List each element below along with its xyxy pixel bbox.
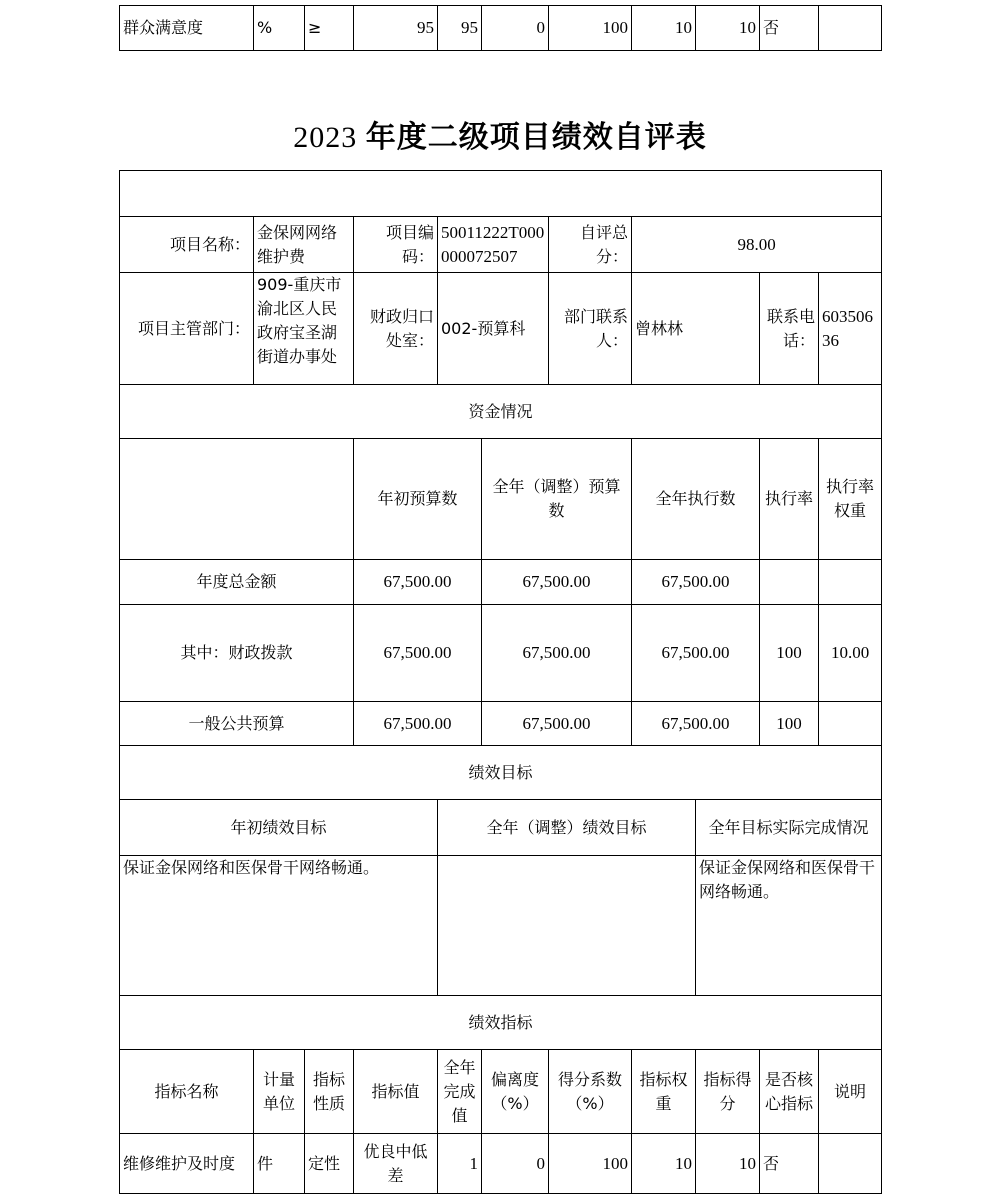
funds-section-row bbox=[120, 385, 882, 439]
indicator-nature: 定性 bbox=[305, 1134, 354, 1194]
goals-section-row bbox=[120, 746, 882, 800]
funds-executed: 67,500.00 bbox=[632, 605, 760, 702]
indicator-weight: 10 bbox=[632, 1134, 696, 1194]
indicator-header: 指标得分 bbox=[696, 1050, 760, 1134]
goals-header-initial: 年初绩效目标 bbox=[120, 800, 438, 856]
funds-initial: 67,500.00 bbox=[354, 605, 482, 702]
funds-weight bbox=[819, 560, 882, 605]
indicator-core: 否 bbox=[760, 1134, 819, 1194]
funds-initial: 67,500.00 bbox=[354, 560, 482, 605]
self-score: 98.00 bbox=[632, 217, 882, 273]
goals-content-row bbox=[120, 856, 882, 996]
title-year: 2023 bbox=[293, 121, 358, 154]
funds-executed: 67,500.00 bbox=[632, 560, 760, 605]
funds-header: 全年（调整）预算数 bbox=[482, 439, 632, 560]
indicators-section-row bbox=[120, 996, 882, 1050]
goal-adjusted bbox=[438, 856, 696, 996]
title-text: 年度二级项目绩效自评表 bbox=[365, 121, 707, 154]
funds-initial: 67,500.00 bbox=[354, 702, 482, 746]
funds-weight: 10.00 bbox=[819, 605, 882, 702]
table-row bbox=[120, 605, 882, 702]
indicator-header: 偏离度（%） bbox=[482, 1050, 549, 1134]
funds-header-row bbox=[120, 439, 882, 560]
indicator-deviation: 0 bbox=[482, 6, 549, 51]
indicator-note bbox=[819, 1134, 882, 1194]
funds-adjusted: 67,500.00 bbox=[482, 605, 632, 702]
indicator-weight: 10 bbox=[632, 6, 696, 51]
blank-row bbox=[120, 171, 882, 217]
phone: 60350636 bbox=[819, 273, 882, 385]
indicator-unit: % bbox=[254, 6, 305, 51]
contact: 曾林林 bbox=[632, 273, 760, 385]
indicator-header: 指标性质 bbox=[305, 1050, 354, 1134]
indicator-score: 10 bbox=[696, 1134, 760, 1194]
contact-label: 部门联系人： bbox=[549, 273, 632, 385]
table-row bbox=[120, 560, 882, 605]
goal-initial: 保证金保网络和医保骨干网络畅通。 bbox=[120, 856, 438, 996]
fin: 002-预算科 bbox=[438, 273, 549, 385]
fin-label: 财政归口处室： bbox=[354, 273, 438, 385]
funds-row-label: 其中：财政拨款 bbox=[120, 605, 354, 702]
indicator-header: 指标值 bbox=[354, 1050, 438, 1134]
funds-rate: 100 bbox=[760, 702, 819, 746]
funds-section-title: 资金情况 bbox=[120, 385, 882, 439]
goals-header-row bbox=[120, 800, 882, 856]
indicators-section-title: 绩效指标 bbox=[120, 996, 882, 1050]
funds-header: 执行率 bbox=[760, 439, 819, 560]
indicator-done: 95 bbox=[438, 6, 482, 51]
dept-label: 项目主管部门： bbox=[120, 273, 254, 385]
indicator-name: 维修维护及时度 bbox=[120, 1134, 254, 1194]
indicator-done: 1 bbox=[438, 1134, 482, 1194]
info-row-1 bbox=[120, 217, 882, 273]
indicator-header: 全年完成值 bbox=[438, 1050, 482, 1134]
goals-header-adjusted: 全年（调整）绩效目标 bbox=[438, 800, 696, 856]
proj-code-label: 项目编码： bbox=[354, 217, 438, 273]
info-row-2 bbox=[120, 273, 882, 385]
funds-adjusted: 67,500.00 bbox=[482, 702, 632, 746]
indicator-unit: 件 bbox=[254, 1134, 305, 1194]
funds-header: 执行率权重 bbox=[819, 439, 882, 560]
indicator-header: 说明 bbox=[819, 1050, 882, 1134]
self-score-label: 自评总分： bbox=[549, 217, 632, 273]
goal-actual: 保证金保网络和医保骨干网络畅通。 bbox=[696, 856, 882, 996]
indicator-operator: ≥ bbox=[305, 6, 354, 51]
funds-row-label: 年度总金额 bbox=[120, 560, 354, 605]
indicator-coef: 100 bbox=[549, 1134, 632, 1194]
indicator-note bbox=[819, 6, 882, 51]
table-row bbox=[120, 1134, 882, 1194]
evaluation-table bbox=[119, 170, 882, 1194]
indicator-deviation: 0 bbox=[482, 1134, 549, 1194]
funds-adjusted: 67,500.00 bbox=[482, 560, 632, 605]
phone-label: 联系电话： bbox=[760, 273, 819, 385]
top-table bbox=[119, 5, 882, 51]
funds-header: 年初预算数 bbox=[354, 439, 482, 560]
proj-name-label: 项目名称： bbox=[120, 217, 254, 273]
funds-rate bbox=[760, 560, 819, 605]
page-title bbox=[0, 112, 1000, 156]
funds-row-label: 一般公共预算 bbox=[120, 702, 354, 746]
funds-header: 全年执行数 bbox=[632, 439, 760, 560]
indicator-header: 得分系数（%） bbox=[549, 1050, 632, 1134]
indicator-coef: 100 bbox=[549, 6, 632, 51]
indicator-target: 95 bbox=[354, 6, 438, 51]
proj-code: 50011222T000000072507 bbox=[438, 217, 549, 273]
indicator-header: 指标名称 bbox=[120, 1050, 254, 1134]
table-row bbox=[120, 6, 882, 51]
indicator-header: 是否核心指标 bbox=[760, 1050, 819, 1134]
table-row bbox=[120, 702, 882, 746]
funds-weight bbox=[819, 702, 882, 746]
indicator-value: 优良中低差 bbox=[354, 1134, 438, 1194]
indicator-name: 群众满意度 bbox=[120, 6, 254, 51]
indicator-header: 指标权重 bbox=[632, 1050, 696, 1134]
proj-name: 金保网网络维护费 bbox=[254, 217, 354, 273]
funds-executed: 67,500.00 bbox=[632, 702, 760, 746]
indicator-header: 计量单位 bbox=[254, 1050, 305, 1134]
funds-rate: 100 bbox=[760, 605, 819, 702]
goals-header-actual: 全年目标实际完成情况 bbox=[696, 800, 882, 856]
dept: 909-重庆市渝北区人民政府宝圣湖街道办事处 bbox=[254, 273, 354, 385]
indicator-score: 10 bbox=[696, 6, 760, 51]
indicator-core: 否 bbox=[760, 6, 819, 51]
goals-section-title: 绩效目标 bbox=[120, 746, 882, 800]
indicators-header-row bbox=[120, 1050, 882, 1134]
